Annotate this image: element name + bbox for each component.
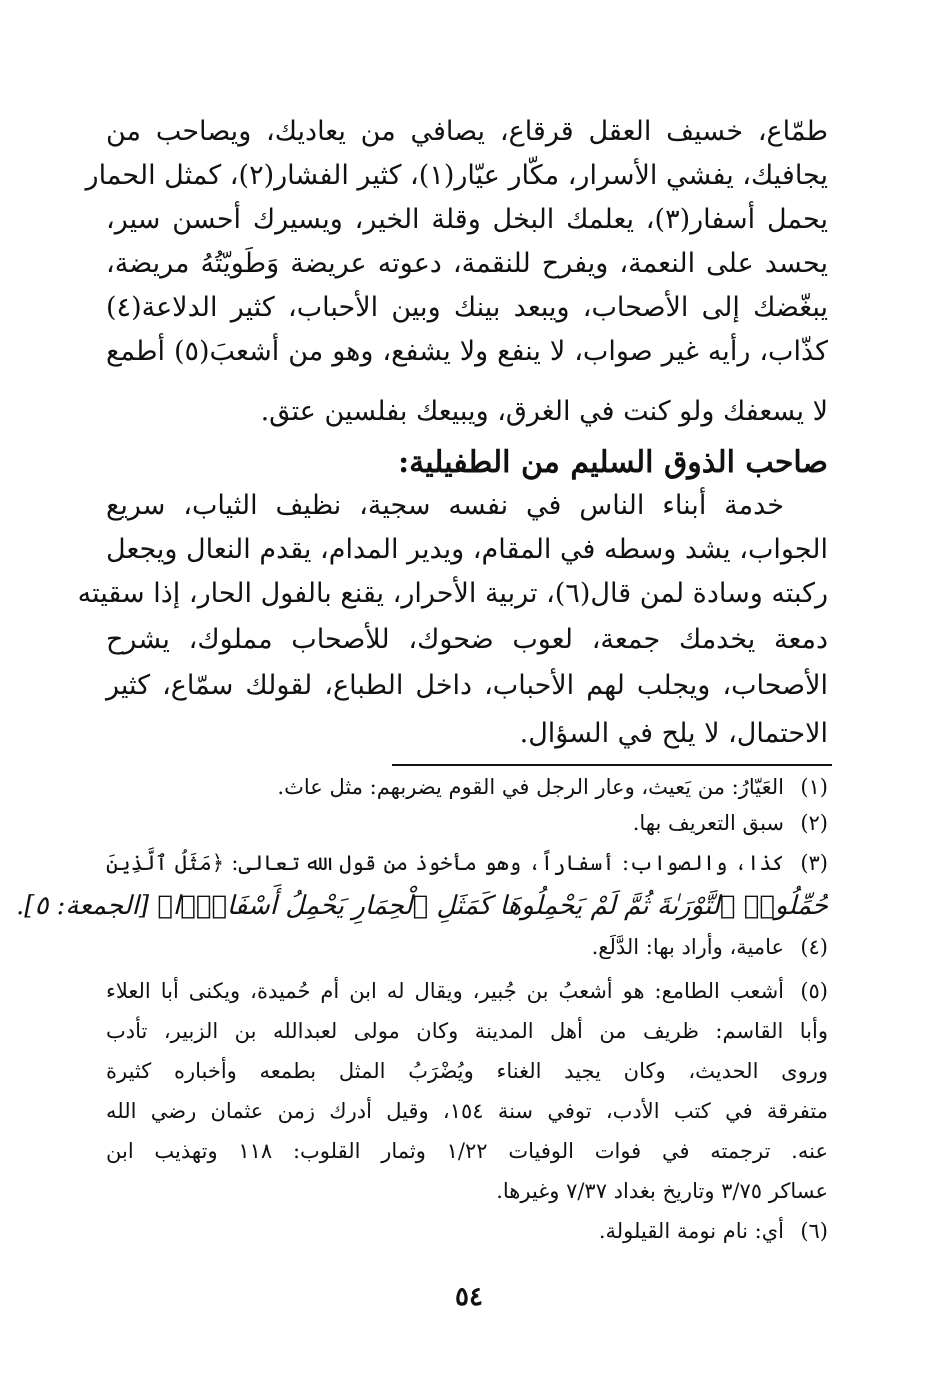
footnote-1 <box>106 770 828 804</box>
body-text-line: طمّاع، خسيف العقل قرقاع، يصافي من يعاديك، ويصاحب من <box>106 116 828 147</box>
section-text-line <box>106 484 828 528</box>
footnote-number: (٤) <box>800 935 828 959</box>
footnote-3 <box>106 846 828 880</box>
section-text-first: خدمة أبناء الناس في نفسه سجية، نظيف الثياب، سريع <box>106 490 784 521</box>
body-text-line: يبغّضك إلى الأصحاب، ويبعد بينك وبين الأحباب، كثير الدلاعة(٤) <box>106 292 828 323</box>
footnote-number: (٥) <box>800 979 828 1003</box>
footnote-number: (٣) <box>800 851 828 875</box>
section-text-line: دمعة يخدمك جمعة، لعوب ضحوك، للأصحاب مملوك، يشرح <box>106 624 828 655</box>
footnote-5-line: عنه. ترجمته في فوات الوفيات ١/٢٢ وثمار القلوب: ١١٨ وتهذيب ابن <box>106 1139 828 1163</box>
section-text-line: ركبته وسادة لمن قال(٦)، تربية الأحرار، يقنع بالفول الحار، إذا سقيته <box>77 578 828 609</box>
body-text-line: يجافيك، يفشي الأسرار، مكّار عيّار(١)، كثير الفشار(٢)، كمثل الحمار <box>85 160 828 191</box>
body-text-line: لا يسعفك ولو كنت في الغرق، ويبيعك بفلسين عتق. <box>260 396 828 427</box>
footnote-divider <box>392 764 832 766</box>
footnote-text: العَيّارُ: من يَعيث، وعار الرجل في القوم يضربهم: مثل عاث. <box>277 775 784 799</box>
section-heading: صاحب الذوق السليم من الطفيلية: <box>398 445 828 480</box>
footnote-6 <box>106 1214 828 1248</box>
footnote-text: أشعب الطامع: هو أشعبُ بن جُبير، ويقال له ابن أم حُميدة، ويكنى أبا العلاء <box>106 979 784 1003</box>
section-text-line: الأصحاب، ويجلب لهم الأحباب، داخل الطباع، لقولك سمّاع، كثير <box>106 670 828 701</box>
footnote-number: (٦) <box>800 1219 828 1243</box>
footnote-text: عامية، وأراد بها: الدَّلَع. <box>591 935 784 959</box>
section-text-line: الجواب، يشد وسطه في المقام، ويدير المدام، يقدم النعال ويجعل <box>106 534 828 565</box>
footnote-2 <box>106 806 828 840</box>
page-number: ٥٤ <box>455 1282 483 1312</box>
footnote-number: (١) <box>800 775 828 799</box>
section-text-line: الاحتمال، لا يلح في السؤال. <box>519 718 828 749</box>
footnote-4 <box>106 930 828 964</box>
footnote-5-line: وأبا القاسم: ظريف من أهل المدينة وكان مولى لعبدالله بن الزبير، تأدب <box>106 1019 828 1043</box>
footnote-quran-line: حُمِّلُوا۟ ٱلتَّوْرَىٰةَ ثُمَّ لَمْ يَحْمِلُوهَا كَمَثَلِ ٱلْحِمَارِ يَحْمِلُ أَسْفَارًۢا﴾ [الجمعة: ٥]. <box>16 891 828 921</box>
footnote-5-line: عساكر ٣/٧٥ وتاريخ بغداد ٧/٣٧ وغيرها. <box>496 1179 828 1203</box>
footnote-5-line: وروى الحديث، وكان يجيد الغناء ويُضْرَبُ المثل بطمعه وأخباره كثيرة <box>106 1059 828 1083</box>
footnote-text: سبق التعريف بها. <box>632 811 784 835</box>
footnote-text: كذا، والصواب: أسفاراً، وهو مأخوذ من قول الله تعالى: ﴿مَثَلُ ٱلَّذِينَ <box>106 851 784 875</box>
body-text-line: يحسد على النعمة، ويفرح للنقمة، دعوته عريضة وَطَويّتُهُ مريضة، <box>106 248 828 279</box>
footnote-text: أي: نام نومة القيلولة. <box>598 1219 784 1243</box>
footnote-5 <box>106 974 828 1008</box>
footnote-number: (٢) <box>800 811 828 835</box>
footnote-5-line: متفرقة في كتب الأدب، توفي سنة ١٥٤، وقيل أدرك زمن عثمان رضي الله <box>106 1099 829 1123</box>
body-text-line: كذّاب، رأيه غير صواب، لا ينفع ولا يشفع، وهو من أشعبَ(٥) أطمع <box>106 336 829 367</box>
body-text-line: يحمل أسفار(٣)، يعلمك البخل وقلة الخير، ويسيرك أحسن سير، <box>106 204 828 235</box>
